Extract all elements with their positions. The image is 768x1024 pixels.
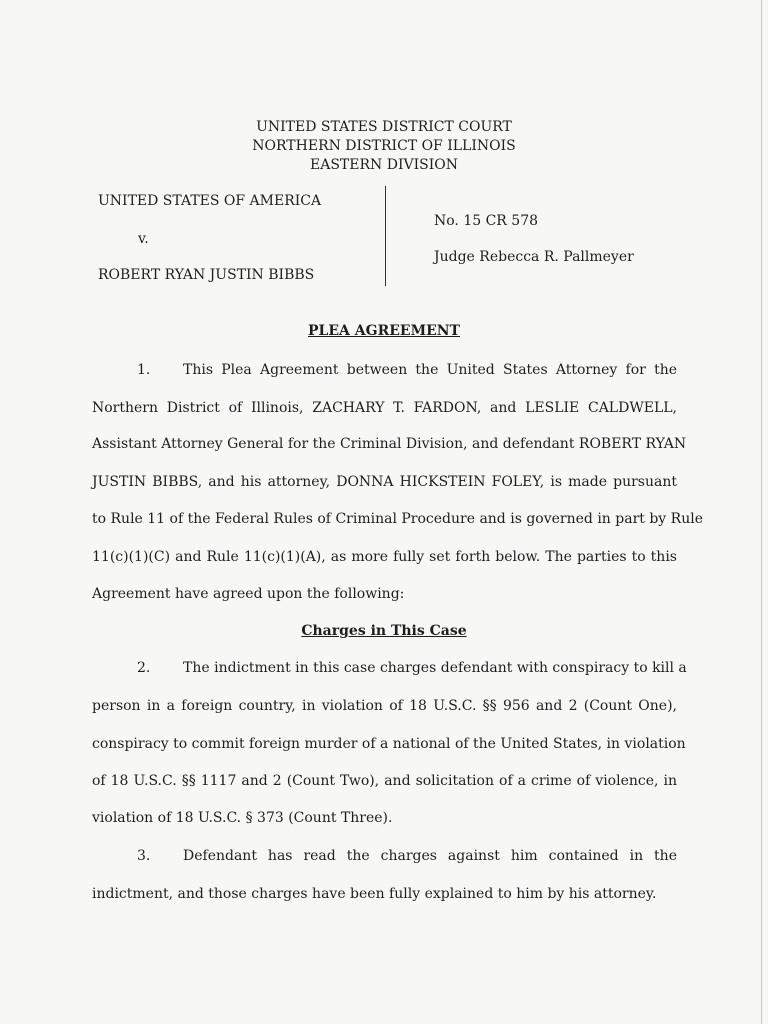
paragraph-1-line-1: 1. This Plea Agreement between the United States Attorney for the — [137, 362, 677, 378]
versus-label: v. — [138, 231, 149, 247]
paragraph-2-number: 2. — [137, 660, 151, 676]
paragraph-2-line-1: 2. The indictment in this case charges defendant with conspiracy to kill a — [137, 660, 687, 676]
plaintiff-name: UNITED STATES OF AMERICA — [98, 193, 322, 209]
paragraph-1-line-7: Agreement have agreed upon the following: — [92, 586, 405, 602]
paragraph-1-line-3: Assistant Attorney General for the Criminal Division, and defendant ROBERT RYAN — [92, 436, 687, 452]
document-title: PLEA AGREEMENT — [308, 323, 460, 339]
court-header — [0, 118, 768, 175]
paragraph-2-line-4: of 18 U.S.C. §§ 1117 and 2 (Count Two), and solicitation of a crime of violence, in — [92, 773, 677, 789]
paragraph-2-line-3: conspiracy to commit foreign murder of a national of the United States, in violation — [92, 736, 686, 752]
case-number: No. 15 CR 578 — [434, 213, 539, 229]
section-heading: Charges in This Case — [301, 623, 467, 639]
paragraph-1-number: 1. — [137, 362, 151, 378]
defendant-name: ROBERT RYAN JUSTIN BIBBS — [98, 267, 315, 283]
paragraph-1-line-5: to Rule 11 of the Federal Rules of Criminal Procedure and is governed in part by Rule — [92, 511, 703, 527]
paragraph-2-line-2: person in a foreign country, in violation of 18 U.S.C. §§ 956 and 2 (Count One), — [92, 698, 677, 714]
court-name: UNITED STATES DISTRICT COURT — [256, 119, 512, 135]
paragraph-3-line-2: indictment, and those charges have been fully explained to him by his attorney. — [92, 886, 657, 902]
caption-divider — [385, 186, 386, 286]
paragraph-3-line-1: 3. Defendant has read the charges against him contained in the — [137, 848, 677, 864]
judge-name: Judge Rebecca R. Pallmeyer — [434, 249, 634, 265]
paragraph-3-number: 3. — [137, 848, 151, 864]
division-name: EASTERN DIVISION — [310, 157, 458, 173]
paragraph-1-line-4: JUSTIN BIBBS, and his attorney, DONNA HICKSTEIN FOLEY, is made pursuant — [92, 474, 677, 490]
paragraph-1-line-6: 11(c)(1)(C) and Rule 11(c)(1)(A), as more fully set forth below. The parties to this — [92, 549, 677, 565]
paragraph-1-line-2: Northern District of Illinois, ZACHARY T. FARDON, and LESLIE CALDWELL, — [92, 400, 677, 416]
paragraph-2-line-5: violation of 18 U.S.C. § 373 (Count Three). — [92, 810, 393, 826]
district-name: NORTHERN DISTRICT OF ILLINOIS — [252, 138, 516, 154]
